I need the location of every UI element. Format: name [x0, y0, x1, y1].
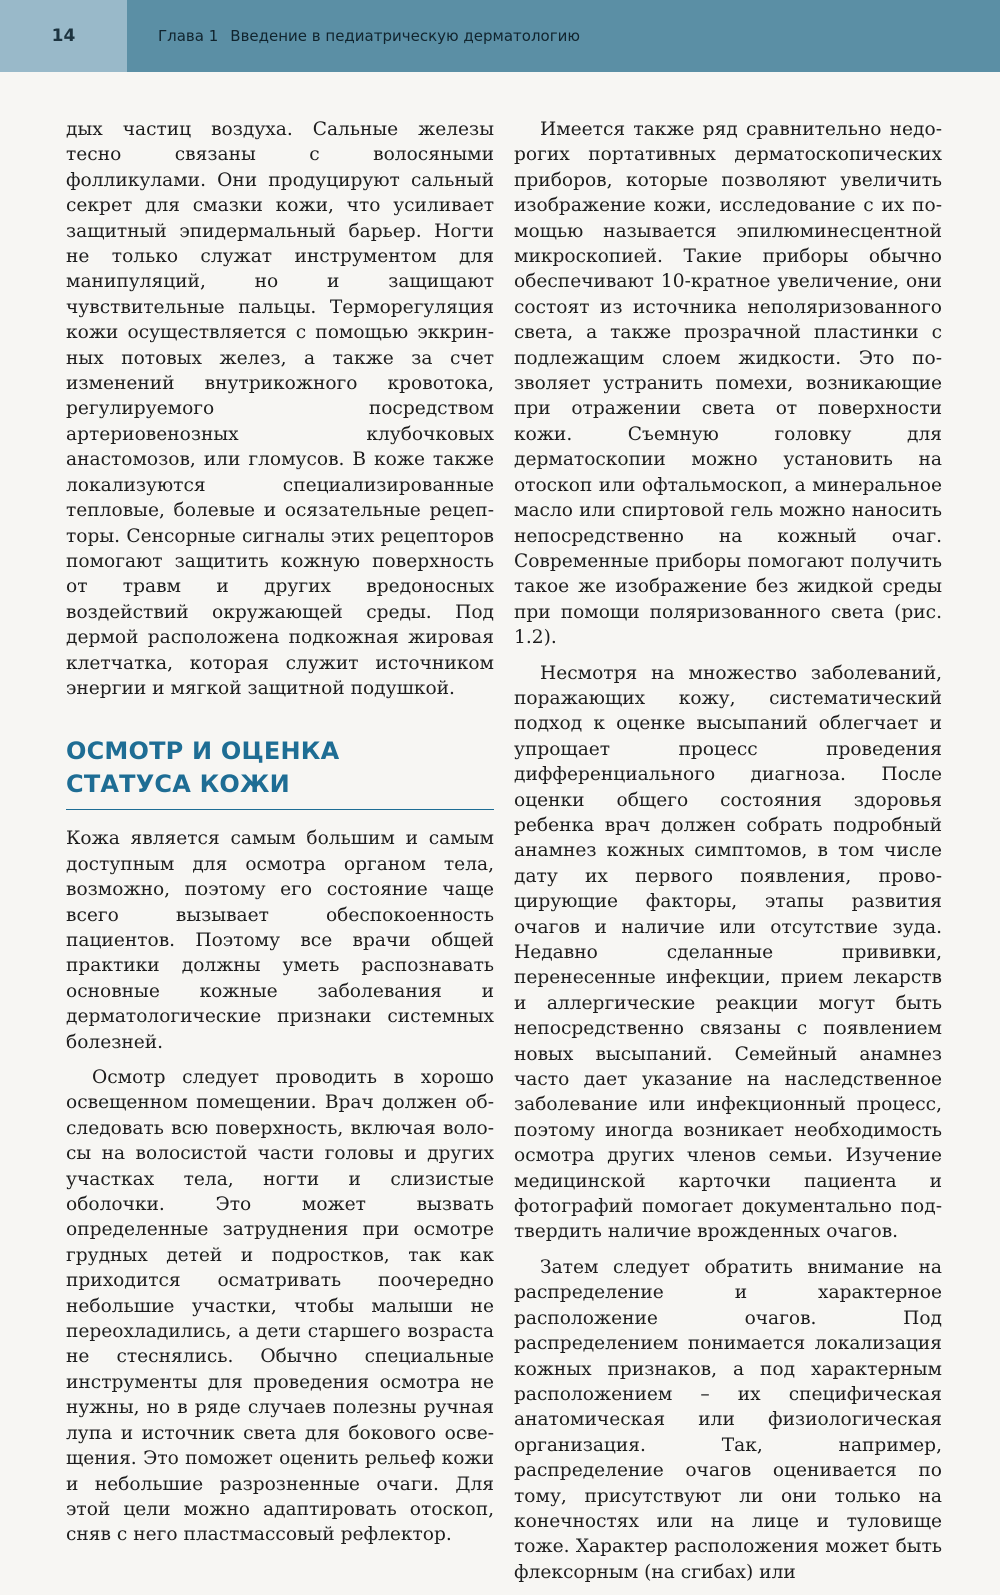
right-column	[514, 117, 942, 1595]
running-head-title	[158, 0, 580, 72]
paragraph: дых частиц воздуха. Сальные железы тесно связаны с волосяными фолликулами. Они продуцируют сальный секрет для смазки кожи, что усиливает защитный эпидермальный барьер. Ногти не только служат инструментом для манипуляций, но и защищают чувствительные пальцы. Терморегуляция кожи осуществляется с помощью эккринных потовых желез, а также за счет изменений внутрикожного кровотока, регулируемого посредством артериовенозных клубочковых анастомозов, или гломусов. В коже также локализуются специализированные тепловые, болевые и осязательные рецепторы. Сенсорные сигналы этих рецепторов помогают защитить кожную поверхность от травм и других вредоносных воздействий окружающей среды. Под дермой расположена подкожная жировая клетчатка, которая служит источником энергии и мягкой защитной подушкой.	[66, 119, 494, 699]
chapter-label: Глава 1	[158, 27, 219, 45]
paragraph: Имеется также ряд сравнительно недорогих портативных дерматоскопических приборов, которые позволяют увеличить изображение кожи, исследование с их помощью называется эпилюминесцентной микроскопией. Такие приборы обычно обеспечивают 10-кратное увеличение, они состоят из источника неполяризованного света, а также прозрачной пластинки с подлежащим слоем жидкости. Это позволяет устранить помехи, возникающие при отражении света от поверхности кожи. Съемную головку для дерматоскопии можно установить на отоскоп или офтальмоскоп, а минеральное масло или спиртовой гель можно наносить непосредственно на кожный очаг. Современные приборы помогают получить такое же изображение без жидкой среды при помощи поляризованного света (рис. 1.2).	[514, 119, 942, 649]
section-title	[66, 735, 494, 801]
page-number: 14	[0, 0, 127, 72]
section-title-line: СТАТУСА КОЖИ	[66, 770, 290, 799]
paragraph: Затем следует обратить внимание на распределение и характерное расположение очагов. Под распределением понимается локализация кожных признаков, а под характерным расположением – их специфическая анатомическая или физиологическая организация. Так, например, распределение очагов оценивается по тому, присутствуют ли они только на конечностях или на лице и туловище тоже. Характер расположения может быть флексорным (на сгибах) или	[514, 1256, 942, 1583]
running-header	[0, 0, 1000, 72]
left-column	[66, 117, 494, 1558]
section-title-line: ОСМОТР И ОЦЕНКА	[66, 737, 340, 766]
paragraph: Кожа является самым большим и самым доступным для осмотра органом тела, возможно, поэтому его состояние чаще всего вызывает обеспокоенность пациентов. Поэтому все врачи общей практики должны уметь распознавать основные кожные заболевания и дерматологические признаки системных болезней.	[66, 828, 494, 1053]
section-divider	[66, 809, 494, 810]
chapter-title: Введение в педиатрическую дерматологию	[230, 27, 580, 45]
paragraph: Несмотря на множество заболеваний, поражающих кожу, систематический подход к оценке высыпаний облегчает и упрощает процесс проведения дифференциального диагноза. После оценки общего состояния здоровья ребенка врач должен собрать подробный анамнез кожных симптомов, в том числе дату их первого появления, провоцирующие факторы, этапы развития очагов и наличие или отсутствие зуда. Недавно сделанные прививки, перенесенные инфекции, прием лекарств и аллергические реакции могут быть непосредственно связаны с появлением новых высыпаний. Семейный анамнез часто дает указание на наследственное заболевание или инфекционный процесс, поэтому иногда возникает необходимость осмотра других членов семьи. Изучение медицинской карточки пациента и фотографий помогает документально подтвердить наличие врожденных очагов.	[514, 662, 942, 1243]
paragraph: Осмотр следует проводить в хорошо освещенном помещении. Врач должен обследовать всю поверхность, включая волосы на волосистой части головы и других участках тела, ногти и слизистые оболочки. Это может вызвать определенные затруднения при осмотре грудных детей и подростков, так как приходится осматривать поочередно небольшие участки, чтобы малыши не переохладились, а дети старшего возраста не стеснялись. Обычно специальные инструменты для проведения осмотра не нужны, но в ряде случаев полезны ручная лупа и источник света для бокового освещения. Это поможет оценить рельеф кожи и небольшие разрозненные очаги. Для этой цели можно адаптировать отоскоп, сняв с него пластмассовый рефлектор.	[66, 1067, 494, 1546]
